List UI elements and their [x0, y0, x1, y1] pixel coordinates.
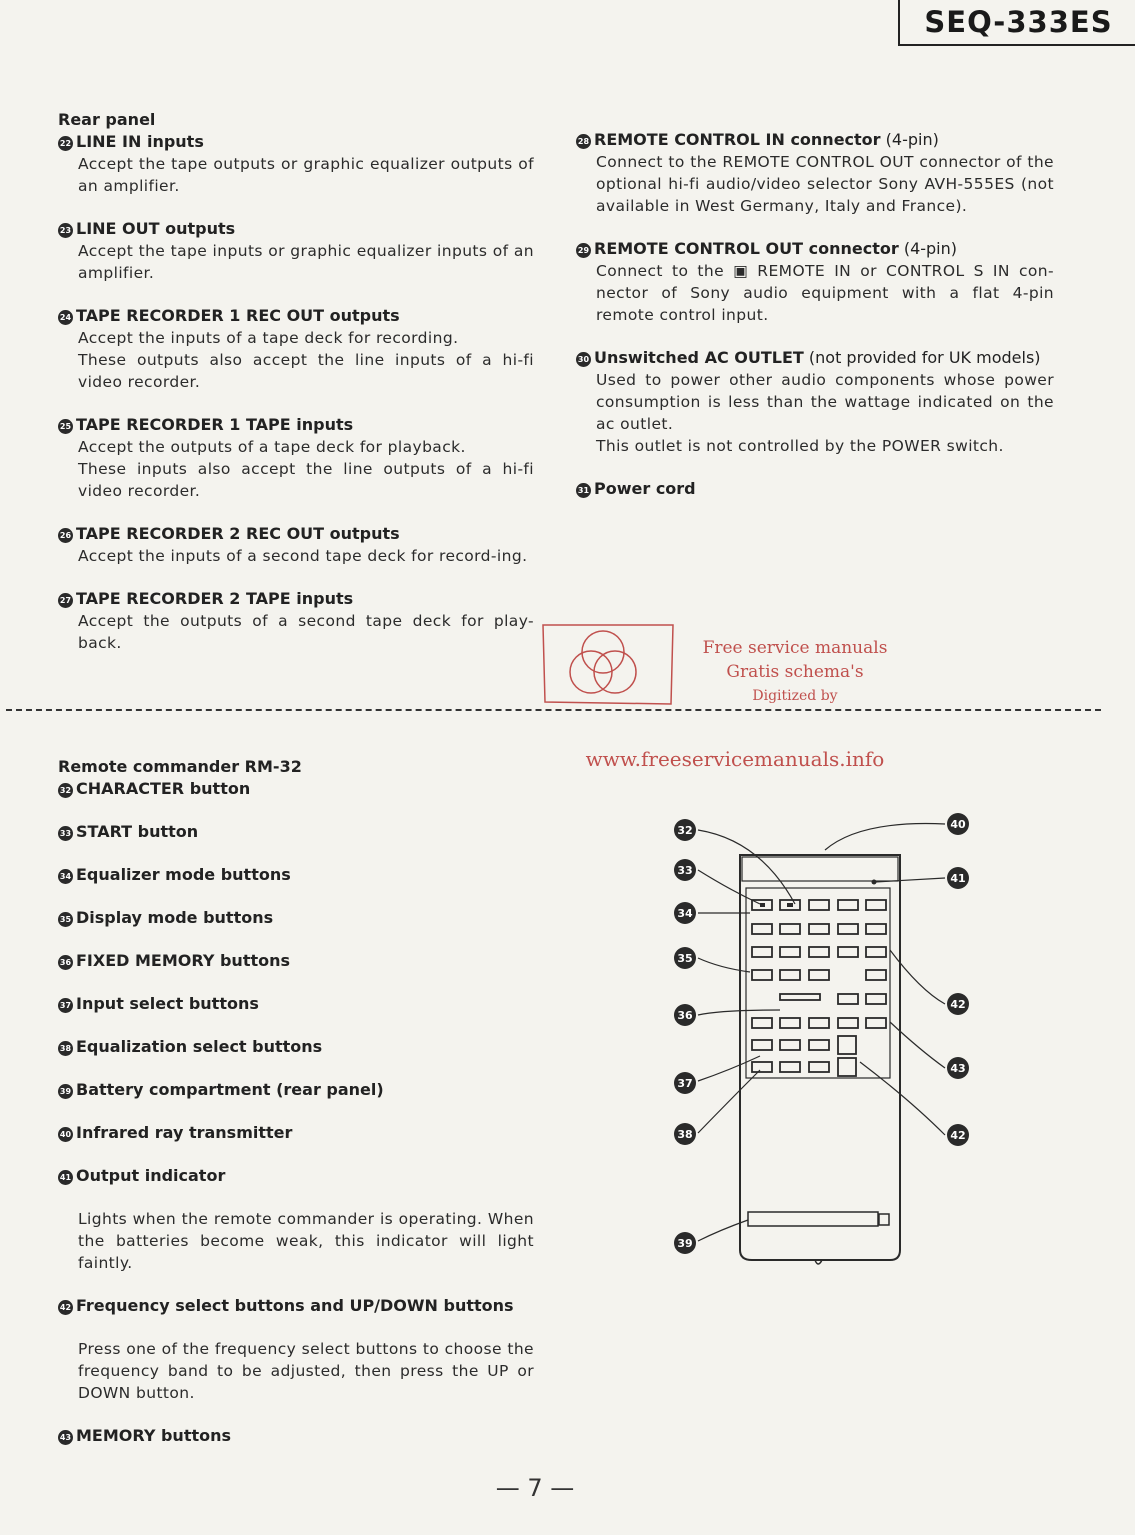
description-line: Accept the inputs of a second tape deck for record-ing. [78, 547, 528, 565]
item-heading [58, 864, 534, 886]
item-number-badge: 33 [58, 826, 73, 841]
item-heading [58, 588, 534, 610]
diagram-label-42-upper: 42 [950, 998, 966, 1011]
list-item [58, 907, 534, 929]
description-line: Accept the outputs of a tape deck for playback. [78, 438, 466, 456]
item-number-badge: 24 [58, 310, 73, 325]
item-number-badge: 27 [58, 593, 73, 608]
watermark-line-3: Digitized by [752, 688, 838, 704]
item-number-badge: 39 [58, 1084, 73, 1099]
description-line: Connect to the REMOTE CONTROL OUT connector of the optional hi-fi audio/video selector Sony AVH-555ES (not available in West Germany, Italy and France). [596, 153, 1054, 215]
item-title: Equalizer mode buttons [76, 865, 291, 884]
item-number-badge: 29 [576, 243, 591, 258]
item-number-badge: 42 [58, 1300, 73, 1315]
item-title: Equalization select buttons [76, 1037, 323, 1056]
list-item [576, 129, 1054, 217]
description-line: These inputs also accept the line outputs of a hi-fi video recorder. [78, 460, 534, 500]
list-item [58, 1295, 534, 1404]
diagram-label-39: 39 [677, 1237, 693, 1250]
item-number-badge: 38 [58, 1041, 73, 1056]
item-heading [58, 131, 534, 153]
item-description [78, 545, 534, 567]
description-line: Accept the inputs of a tape deck for recording. [78, 329, 459, 347]
list-item [58, 1079, 534, 1101]
description-line: Press one of the frequency select buttons to choose the frequency band to be adjusted, then press the UP or DOWN button. [78, 1340, 534, 1402]
list-item [58, 821, 534, 843]
item-title: TAPE RECORDER 2 REC OUT outputs [76, 524, 400, 543]
item-number-badge: 31 [576, 483, 591, 498]
list-item [58, 218, 534, 284]
diagram-label-40: 40 [950, 818, 966, 831]
item-heading [58, 993, 534, 1015]
item-spec: (4-pin) [880, 130, 939, 149]
item-number-badge: 37 [58, 998, 73, 1013]
list-item [58, 993, 534, 1015]
item-heading [58, 950, 534, 972]
list-item [58, 588, 534, 654]
list-item [58, 523, 534, 567]
description-line: Connect to the ▣ REMOTE IN or CONTROL S IN con-nector of Sony audio equipment with a flat 4-pin remote control input. [596, 262, 1054, 324]
item-title: Frequency select buttons and UP/DOWN buttons [76, 1296, 514, 1315]
item-number-badge: 34 [58, 869, 73, 884]
list-item [58, 414, 534, 502]
description-line: These outputs also accept the line inputs of a hi-fi video recorder. [78, 351, 534, 391]
diagram-label-37: 37 [677, 1077, 693, 1090]
item-number-badge: 25 [58, 419, 73, 434]
item-title: MEMORY buttons [76, 1426, 232, 1445]
watermark-logo-stamp [541, 622, 675, 706]
item-heading [58, 1079, 534, 1101]
item-description [78, 1208, 534, 1274]
description-line: Accept the tape inputs or graphic equalizer inputs of an amplifier. [78, 242, 534, 282]
item-title: CHARACTER button [76, 779, 251, 798]
item-heading [576, 129, 1054, 151]
list-item [576, 478, 1054, 500]
rear-panel-left-column [58, 109, 534, 675]
diagram-label-32: 32 [677, 824, 693, 837]
list-item [58, 950, 534, 972]
item-heading [576, 478, 1054, 500]
item-title: TAPE RECORDER 1 REC OUT outputs [76, 306, 400, 325]
item-description [78, 240, 534, 284]
item-title: Output indicator [76, 1166, 226, 1185]
item-description [78, 436, 534, 502]
remote-commander-list [58, 778, 534, 1447]
model-number: SEQ-333ES [898, 0, 1135, 46]
item-heading [58, 1122, 534, 1144]
watermark-line-1: Free service manuals [702, 638, 888, 658]
list-item [58, 1036, 534, 1058]
item-title: TAPE RECORDER 1 TAPE inputs [76, 415, 354, 434]
item-number-badge: 43 [58, 1430, 73, 1445]
item-description [596, 260, 1054, 326]
description-line: This outlet is not controlled by the POWER switch. [596, 437, 1004, 455]
item-title: LINE IN inputs [76, 132, 204, 151]
item-number-badge: 26 [58, 528, 73, 543]
item-spec: (4-pin) [898, 239, 957, 258]
item-heading [58, 1165, 534, 1187]
item-heading [58, 907, 534, 929]
item-heading [58, 1425, 534, 1447]
item-number-badge: 30 [576, 352, 591, 367]
rear-panel-left-list [58, 131, 534, 654]
list-item [58, 305, 534, 393]
remote-commander-diagram [660, 800, 990, 1270]
list-item [58, 131, 534, 197]
item-title: FIXED MEMORY buttons [76, 951, 291, 970]
item-title: REMOTE CONTROL OUT connector [594, 239, 899, 258]
remote-commander-section [58, 756, 534, 1468]
item-title: Input select buttons [76, 994, 259, 1013]
item-title: Infrared ray transmitter [76, 1123, 293, 1142]
diagram-label-35: 35 [677, 952, 693, 965]
watermark-text [690, 636, 900, 708]
item-heading [58, 414, 534, 436]
item-description [78, 610, 534, 654]
rear-panel-right-column [576, 129, 1054, 521]
diagram-label-43: 43 [950, 1062, 966, 1075]
page-number: — 7 — [495, 1474, 575, 1502]
item-spec: (not provided for UK models) [803, 348, 1041, 367]
diagram-label-33: 33 [677, 864, 693, 877]
item-title: REMOTE CONTROL IN connector [594, 130, 881, 149]
diagram-label-34: 34 [677, 907, 693, 920]
item-description [78, 153, 534, 197]
rear-panel-right-list [576, 129, 1054, 500]
list-item [576, 347, 1054, 457]
item-title: Battery compartment (rear panel) [76, 1080, 384, 1099]
diagram-label-38: 38 [677, 1128, 693, 1141]
description-line: Lights when the remote commander is operating. When the batteries become weak, this indicator will light faintly. [78, 1210, 534, 1272]
rear-panel-title: Rear panel [58, 110, 156, 129]
diagram-label-36: 36 [677, 1009, 693, 1022]
item-number-badge: 35 [58, 912, 73, 927]
item-heading [576, 238, 1054, 260]
item-heading [576, 347, 1054, 369]
item-title: START button [76, 822, 199, 841]
item-description [78, 327, 534, 393]
item-heading [58, 305, 534, 327]
list-item [58, 1425, 534, 1447]
item-number-badge: 22 [58, 136, 73, 151]
watermark-url: www.freeservicemanuals.info [585, 747, 885, 771]
item-title: Unswitched AC OUTLET [594, 348, 804, 367]
list-item [58, 1165, 534, 1274]
item-title: LINE OUT outputs [76, 219, 236, 238]
list-item [58, 778, 534, 800]
description-line: Accept the tape outputs or graphic equalizer outputs of an amplifier. [78, 155, 534, 195]
item-heading [58, 821, 534, 843]
diagram-label-42-lower: 42 [950, 1129, 966, 1142]
item-heading [58, 778, 534, 800]
item-number-badge: 40 [58, 1127, 73, 1142]
item-heading [58, 523, 534, 545]
item-title: TAPE RECORDER 2 TAPE inputs [76, 589, 354, 608]
item-description [78, 1338, 534, 1404]
item-title: Power cord [594, 479, 696, 498]
list-item [58, 1122, 534, 1144]
watermark-line-2: Gratis schema's [726, 662, 864, 682]
list-item [58, 864, 534, 886]
list-item [576, 238, 1054, 326]
item-number-badge: 32 [58, 783, 73, 798]
item-number-badge: 23 [58, 223, 73, 238]
item-number-badge: 36 [58, 955, 73, 970]
item-number-badge: 41 [58, 1170, 73, 1185]
item-number-badge: 28 [576, 134, 591, 149]
description-line: Used to power other audio components whose power consumption is less than the wattage indicated on the ac outlet. [596, 371, 1054, 433]
item-heading [58, 1036, 534, 1058]
item-heading [58, 1295, 534, 1317]
remote-commander-title: Remote commander RM-32 [58, 757, 302, 776]
diagram-label-41: 41 [950, 872, 966, 885]
item-description [596, 369, 1054, 457]
item-description [596, 151, 1054, 217]
section-divider [6, 709, 1101, 711]
item-heading [58, 218, 534, 240]
item-title: Display mode buttons [76, 908, 274, 927]
description-line: Accept the outputs of a second tape deck for play-back. [78, 612, 534, 652]
